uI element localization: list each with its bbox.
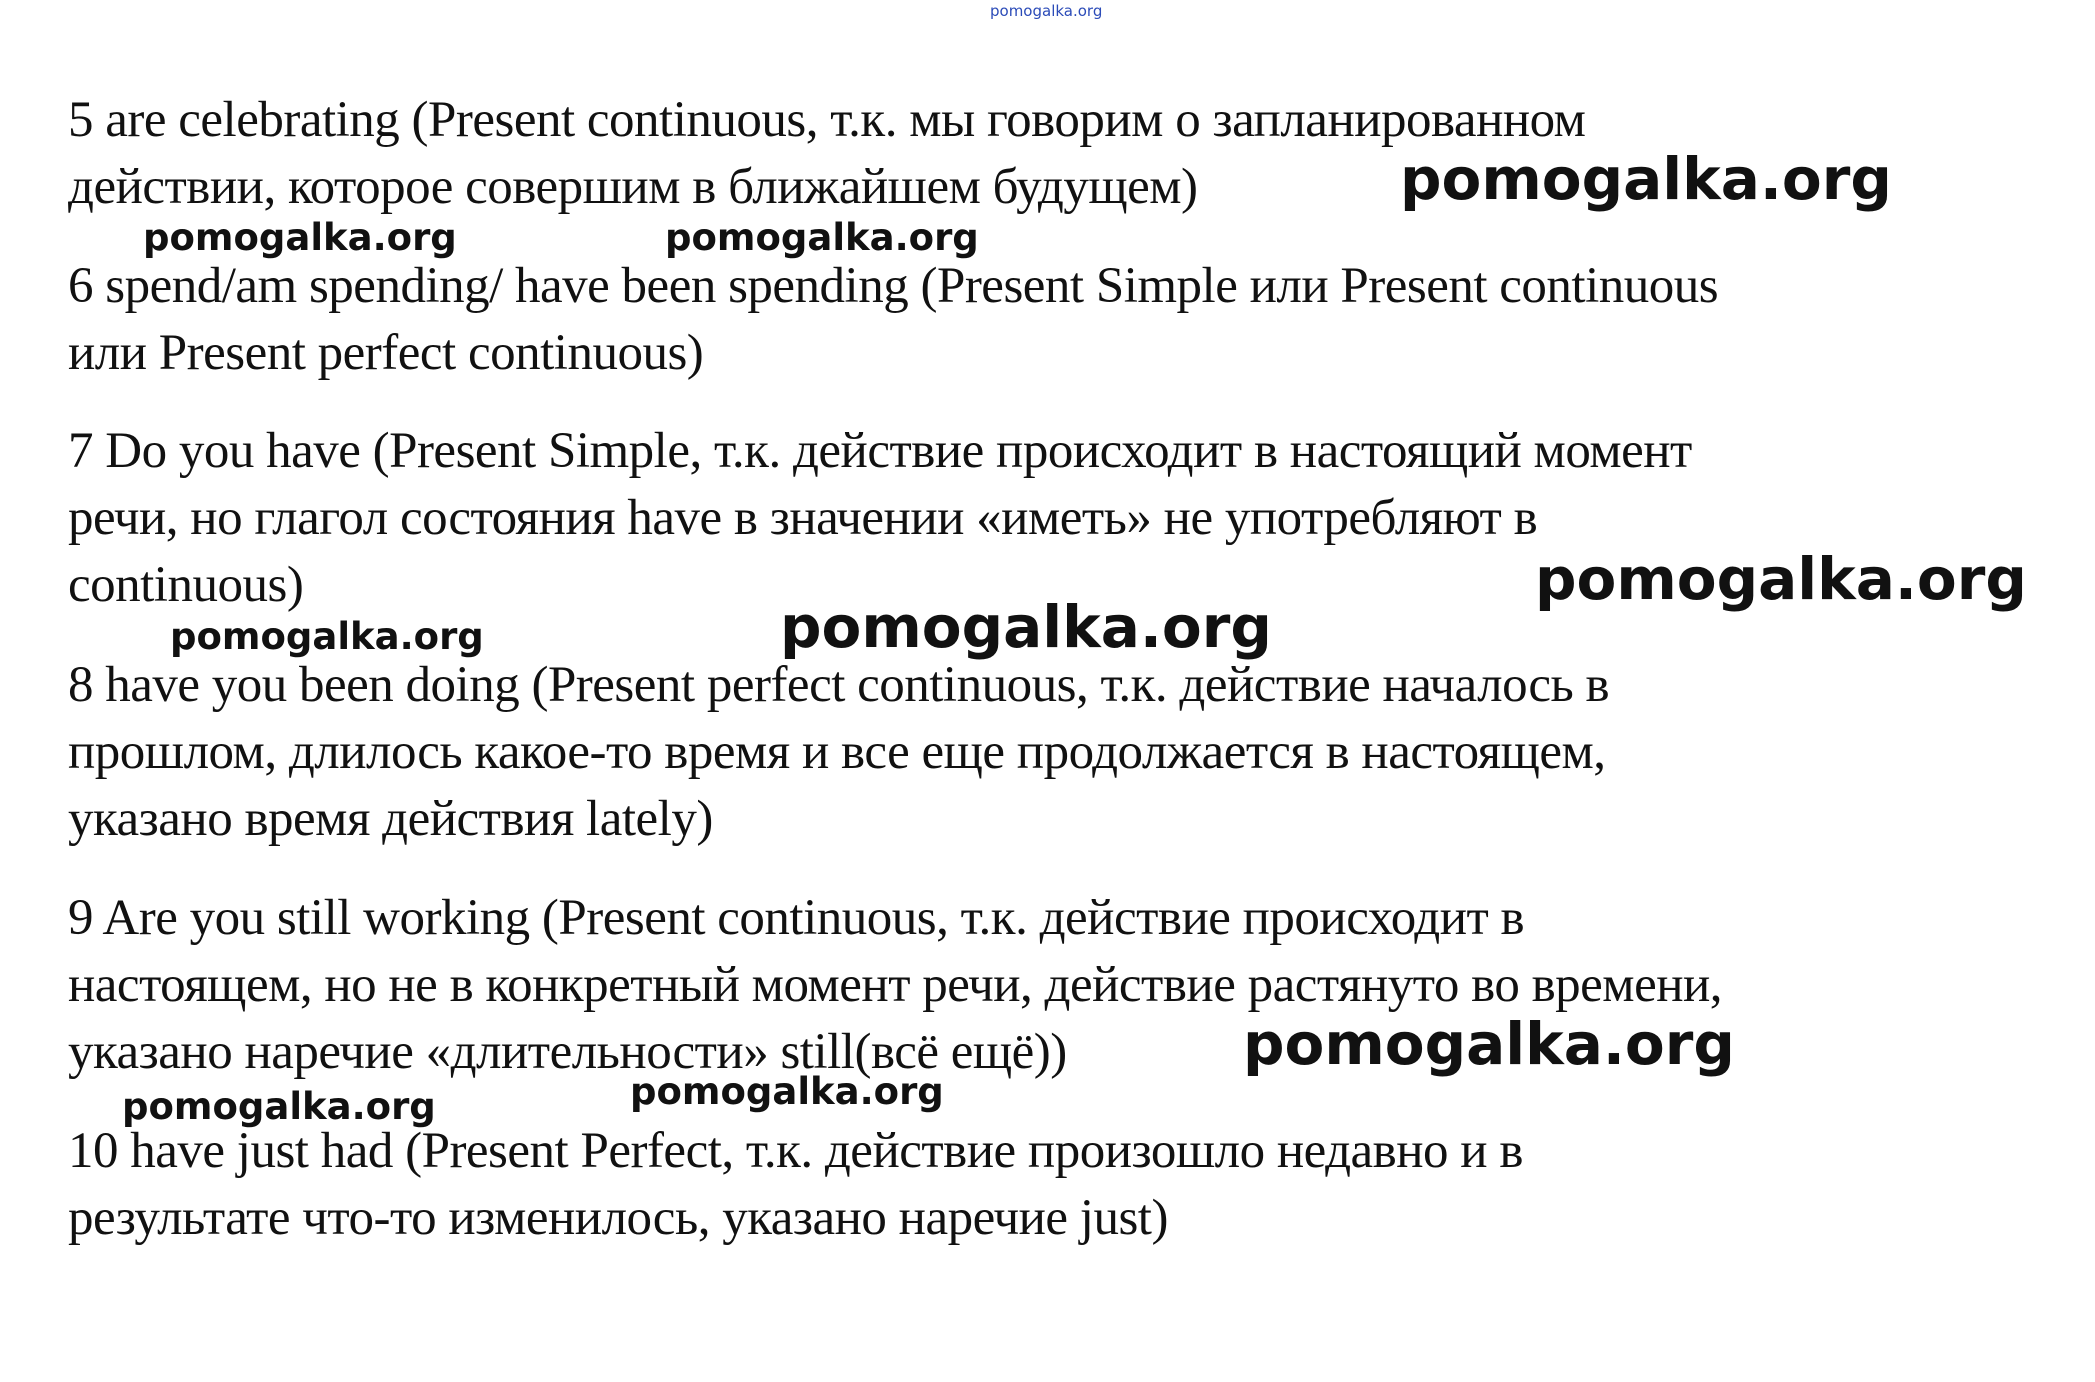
header-watermark: pomogalka.org	[990, 2, 1103, 20]
watermark: pomogalka.org	[665, 216, 979, 259]
answer-7-line-3: continuous)	[68, 557, 304, 613]
answer-5	[68, 87, 1585, 221]
answer-8	[68, 652, 1609, 853]
answer-8-line-1: 8 have you been doing (Present perfect continuous, т.к. действие началось в	[68, 657, 1610, 713]
answer-9-line-3: указано наречие «длительности» still(всё ещё))	[68, 1024, 1067, 1080]
answer-6	[68, 253, 1718, 387]
answer-9-line-2: настоящем, но не в конкретный момент речи, действие растянуто во времени,	[68, 957, 1723, 1013]
watermark: pomogalka.org	[1400, 145, 1892, 213]
watermark: pomogalka.org	[1243, 1010, 1735, 1078]
answer-10-line-2: результате что-то изменилось, указано наречие just)	[68, 1190, 1168, 1246]
answer-7	[68, 418, 1692, 619]
answer-5-line-1: 5 are celebrating (Present continuous, т.к. мы говорим о запланированном	[68, 92, 1586, 148]
watermark: pomogalka.org	[780, 593, 1272, 661]
answer-9-line-1: 9 Are you still working (Present continuous, т.к. действие происходит в	[68, 890, 1525, 946]
answer-5-line-2: действии, которое совершим в ближайшем будущем)	[68, 159, 1198, 215]
answer-6-line-2: или Present perfect continuous)	[68, 325, 704, 381]
watermark: pomogalka.org	[1535, 545, 2027, 613]
answer-10-line-1: 10 have just had (Present Perfect, т.к. действие произошло недавно и в	[68, 1123, 1523, 1179]
answer-7-line-1: 7 Do you have (Present Simple, т.к. действие происходит в настоящий момент	[68, 423, 1692, 479]
watermark: pomogalka.org	[630, 1070, 944, 1113]
answer-7-line-2: речи, но глагол состояния have в значении «иметь» не употребляют в	[68, 490, 1538, 546]
watermark: pomogalka.org	[122, 1085, 436, 1128]
answer-8-line-2: прошлом, длилось какое-то время и все еще продолжается в настоящем,	[68, 724, 1606, 780]
answer-6-line-1: 6 spend/am spending/ have been spending (Present Simple или Present continuous	[68, 258, 1719, 314]
watermark: pomogalka.org	[143, 216, 457, 259]
answer-10	[68, 1118, 1523, 1252]
answer-8-line-3: указано время действия lately)	[68, 791, 713, 847]
watermark: pomogalka.org	[170, 615, 484, 658]
